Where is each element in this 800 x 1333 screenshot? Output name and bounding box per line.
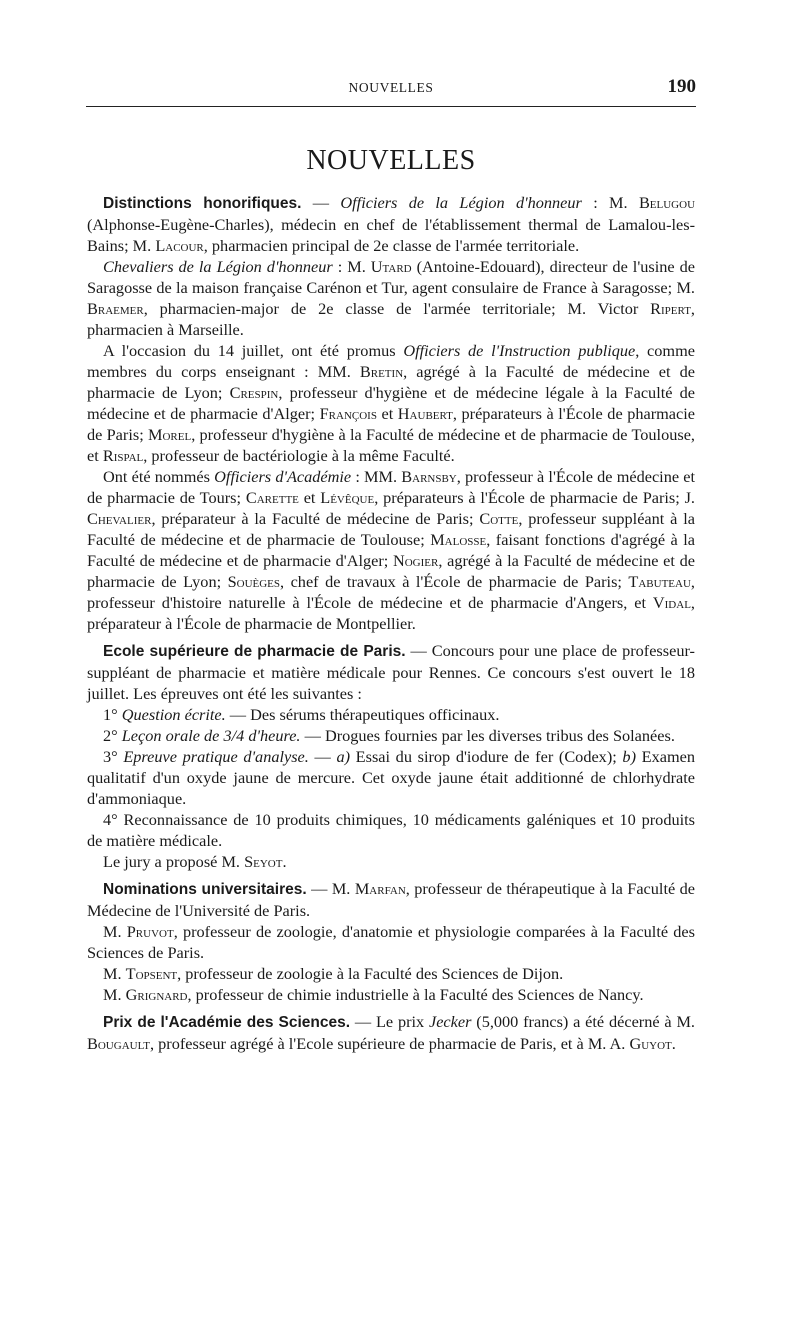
paragraph-nominations: Nominations universitaires. — M. Marfan, professeur de thérapeutique à la Faculté de Médecine de l'Université de Paris. bbox=[87, 879, 696, 920]
person-name: Topsent bbox=[125, 964, 178, 983]
page-number: 190 bbox=[667, 76, 696, 97]
paragraph-prix: Prix de l'Académie des Sciences. — Le prix Jecker (5,000 francs) a été décerné à M. Bougault, professeur agrégé à l'Ecole supérieure de pharmacie de Paris, et à M. A. Guyot. bbox=[87, 1012, 695, 1053]
person-name: Bougault bbox=[87, 1034, 151, 1053]
section-heading: Ecole supérieure de pharmacie de Paris. bbox=[103, 643, 406, 660]
person-name: Rispal bbox=[102, 446, 144, 465]
paragraph-distinctions: Distinctions honorifiques. — Officiers de la Légion d'honneur : M. Belugou (Alphonse-Eugène-Charles), médecin en chef de l'établissement thermal de Lamalou-les-Bains; M. Lacour, pharmacien principal de 2e classe de l'armée territoriale. bbox=[87, 193, 696, 255]
person-name: Ripert bbox=[650, 299, 691, 318]
epreuve-3: 3° Epreuve pratique d'analyse. — a) Essai du sirop d'iodure de fer (Codex); b) Examen qualitatif d'un oxyde jaune de mercure. Cet oxyde jaune était additionné de chlorhydrate d'ammoniaque. bbox=[87, 747, 695, 808]
person-name: Lévêque bbox=[320, 488, 375, 507]
page-title: NOUVELLES bbox=[306, 145, 476, 176]
person-name: Morel bbox=[147, 425, 192, 444]
person-name: Marfan bbox=[354, 879, 406, 898]
person-name: Chevalier bbox=[87, 509, 152, 528]
person-name: Souèges bbox=[227, 572, 281, 591]
person-name: Malosse bbox=[430, 530, 487, 549]
epreuve-4: 4° Reconnaissance de 10 produits chimiques, 10 médicaments galéniques et 10 produits de matière médicale. bbox=[87, 810, 695, 850]
paragraph-pruvot: M. Pruvot, professeur de zoologie, d'anatomie et physiologie comparées à la Faculté des Sciences de Paris. bbox=[87, 922, 695, 962]
running-title: NOUVELLES bbox=[348, 80, 434, 95]
person-name: Tabuteau bbox=[628, 572, 691, 591]
person-name: Utard bbox=[370, 257, 412, 276]
paragraph-ecole: Ecole supérieure de pharmacie de Paris. — Concours pour une place de professeur-suppléant de pharmacie et matière médicale pour Rennes. Ce concours s'est ouvert le 18 juillet. Les épreuves ont été les suivantes : bbox=[87, 641, 695, 703]
person-name: Seyot bbox=[244, 852, 283, 871]
person-name: Bretin bbox=[359, 362, 404, 381]
paragraph-officiers-academie: Ont été nommés Officiers d'Académie : MM. Barnsby, professeur à l'École de médecine et de pharmacie de Tours; Carette et Lévêque, préparateurs à l'École de pharmacie de Paris; J. Chevalier, préparateur à la Faculté de médecine de Paris; Cotte, professeur suppléant à la Faculté de médecine et de pharmacie de Toulouse; Malosse, faisant fonctions d'agrégé à la Faculté de médecine et de pharmacie d'Alger; Nogier, agrégé à la Faculté de médecine et de pharmacie de Lyon; Souèges, chef de travaux à l'École de pharmacie de Paris; Tabuteau, professeur d'histoire naturelle à l'École de médecine et de pharmacie d'Angers, et Vidal, préparateur à l'École de pharmacie de Montpellier. bbox=[87, 467, 696, 633]
paragraph-jury: Le jury a proposé M. Seyot. bbox=[103, 852, 287, 871]
person-name: Belugou bbox=[638, 193, 696, 212]
person-name: Lacour bbox=[155, 236, 204, 255]
running-head bbox=[86, 76, 696, 102]
person-name: Haubert bbox=[397, 404, 453, 423]
person-name: Grignard bbox=[125, 985, 188, 1004]
person-name: Vidal bbox=[652, 593, 691, 612]
person-name: Pruvot bbox=[126, 922, 174, 941]
person-name: Crespin bbox=[229, 383, 279, 402]
header-rule bbox=[86, 106, 696, 107]
person-name: Cotte bbox=[479, 509, 519, 528]
paragraph-grignard: M. Grignard, professeur de chimie industrielle à la Faculté des Sciences de Nancy. bbox=[103, 985, 644, 1004]
person-name: Nogier bbox=[392, 551, 439, 570]
person-name: François bbox=[319, 404, 377, 423]
article-body bbox=[87, 192, 695, 1054]
section-heading: Prix de l'Académie des Sciences. bbox=[103, 1014, 351, 1031]
epreuve-2: 2° Leçon orale de 3/4 d'heure. — Drogues fournies par les diverses tribus des Solanées. bbox=[103, 726, 675, 745]
person-name: Barnsby bbox=[401, 467, 457, 486]
section-heading: Nominations universitaires. bbox=[103, 881, 307, 898]
epreuve-1: 1° Question écrite. — Des sérums thérapeutiques officinaux. bbox=[103, 705, 500, 724]
paragraph-chevaliers: Chevaliers de la Légion d'honneur : M. Utard (Antoine-Edouard), directeur de l'usine de Saragosse de la maison française Carénon et Tur, agent consulaire de France à Saragosse; M. Braemer, pharmacien-major de 2e classe de l'armée territoriale; M. Victor Ripert, pharmacien à Marseille. bbox=[87, 257, 695, 339]
section-heading: Distinctions honorifiques. bbox=[103, 195, 302, 212]
person-name: Braemer bbox=[87, 299, 144, 318]
paragraph-topsent: M. Topsent, professeur de zoologie à la Faculté des Sciences de Dijon. bbox=[103, 964, 564, 983]
person-name: Carette bbox=[245, 488, 299, 507]
paragraph-instruction-publique: A l'occasion du 14 juillet, ont été promus Officiers de l'Instruction publique, comme membres du corps enseignant : MM. Bretin, agrégé à la Faculté de médecine et de pharmacie de Lyon; Crespin, professeur d'hygiène et de médecine légale à la Faculté de médecine et de pharmacie d'Alger; François et Haubert, préparateurs à l'École de pharmacie de Paris; Morel, professeur d'hygiène à la Faculté de médecine et de pharmacie de Toulouse, et Rispal, professeur de bactériologie à la même Faculté. bbox=[87, 341, 696, 465]
person-name: Guyot bbox=[629, 1034, 672, 1053]
